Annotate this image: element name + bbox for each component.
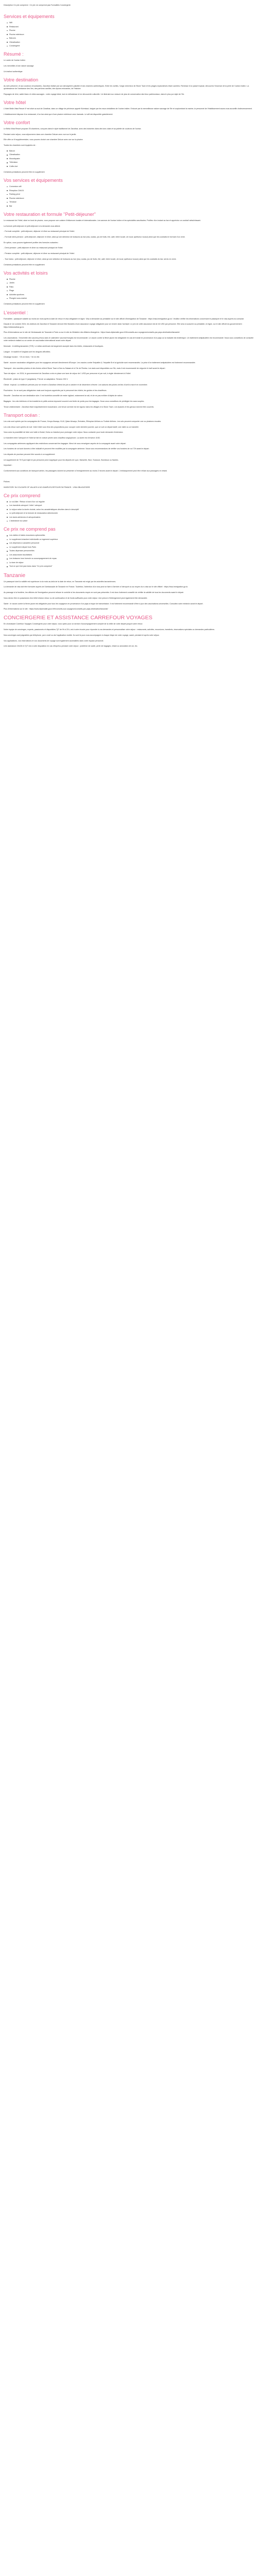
- confort-item: Moustiquaire: [7, 158, 256, 160]
- essentiel-paragraph: Climat : tropical. La meilleure période pour se rendre à Zanzibar s'étend de juin à octobre et de décembre à février. Les saisons des pluies ont lieu d'avril à mai et en novembre.: [4, 383, 148, 386]
- essentiel-paragraph: Bagages : les vols intérieurs et les transferts en petits avions imposent souvent une limite de poids pour les bagages. Nous vous conseillons de privilégier les sacs souples.: [4, 400, 144, 402]
- page: [0, 0, 258, 661]
- transport-paragraph: Un supplément de 70 € par trajet et par personne peut s'appliquer pour les départs de Lyon, Marseille, Nice, Toulouse, Bordeaux ou Nantes.: [4, 459, 119, 461]
- transport-paragraph: Vous avez la possibilité de faire une halte à Dubaï, Doha ou Istanbul pour prolonger votre séjour. Nous contacter pour toute demande d'extension.: [4, 431, 124, 434]
- essentiel-paragraph: Tenue vestimentaire : Zanzibar étant majoritairement musulmane, une tenue correcte est de rigueur dans les villages et à Stone Town. Les épaules et les genoux doivent être couverts.: [4, 405, 154, 408]
- service-item: Wifi: [7, 22, 256, 24]
- transport-paragraph: Les compagnies aériennes appliquent des restrictions concernant les bagages. Merci de vous renseigner auprès de la compagnie avant votre départ.: [4, 442, 126, 445]
- tanzanie-paragraph: Un passeport dont la validité est supérieure à six mois au-delà de la date de retour, en Tanzanie est exigé par les autorités tanzaniennes.: [4, 580, 116, 583]
- essentiel-paragraph: Transport : des navettes privées et des ferries relient Stone Town à Dar es-Salaam et à l'île de Pemba. Les taxis sont disponibles sur l'île, mais il est recommandé de négocier le tarif avant le départ.: [4, 367, 166, 369]
- transport-paragraph: Les départs de province peuvent être soumis à un supplément.: [4, 453, 56, 456]
- transport-block: [4, 420, 256, 473]
- hotel-paragraph: L'établissement dispose d'un restaurant, d'un bar ainsi que d'une piscine extérieure avec transats. Le wifi est disponible gratuitement.: [4, 113, 113, 115]
- restauration-paragraph: En option, vous pouvez également profiter des formules suivantes :: [4, 241, 59, 244]
- tanzanie-paragraph: La demande de visa doit être formulée auprès de l'Ambassade de Tanzanie en France. Toutefois, l'obtention d'un visa peut se faire à l'arrivée à l'aéroport ou au moyen du e-visa sur le site officiel : https://visa.immigration.go.tz.: [4, 586, 188, 588]
- ne-comprend-item: Le supplément chambre individuelle ou logement supérieur: [7, 538, 256, 541]
- service-rest-item: Connexion wifi: [7, 185, 256, 188]
- ce-prix-item: Le séjour selon la durée choisie, selon les caractéristiques décrites dans le descriptif: [7, 509, 256, 511]
- section-title-restauration: Votre restauration et formule "Petit-déjeuner": [4, 211, 96, 217]
- confort-paragraph: Le Bella Vista Resort propose 25 chambres, conçues dans le style traditionnel de Zanzibar, avec des boiseries dans des tons clairs et sa palette de couleurs de l'océan.: [4, 128, 141, 130]
- confort-item: Télévision: [7, 161, 256, 164]
- page-intro: Description Ce prix comprend : Ce prix ne comprend pas Formalités Conciergerie: [4, 4, 71, 6]
- ne-comprend-item: Le supplément départ hors Paris: [7, 546, 256, 549]
- ne-comprend-item: La taxe de séjour: [7, 562, 256, 564]
- destination-paragraph: Paysages de rêve, sable blanc et côtes sauvages : votre voyage idéal, tout en délicatesse et en découverte culturelle. Un itinéraire sur-mesure de plus de conservation des lieux patrimoniaux, dans le plus pur style de l'île.: [4, 93, 185, 95]
- conciergerie-paragraph: Vos applications, vos réservations et vos documents de voyage sont également accessibles dans votre espace personnel.: [4, 639, 104, 642]
- restauration-block: [4, 219, 256, 266]
- service-rest-item: Parking privé: [7, 193, 256, 196]
- essentiel-paragraph: Les vaccinations : l'ensemble des vaccins prévus dans le calendrier vaccinal français est recommandé. Le vaccin contre la fièvre jaune est obligatoire en cas de transit en provenance d'un pays où la maladie est endémique. Un traitement antipaludéen est recommandé. Nous vous conseillons de consulter votre médecin traitant ou un centre de vaccination international avant votre départ.: [4, 337, 254, 342]
- transport-paragraph: Le transfert entre l'aéroport et l'hôtel se fait en voiture privée avec chauffeur anglophone. La durée est d'environ 1h30.: [4, 436, 101, 439]
- essentiel-paragraph: Depuis le 1er octobre 2024, les visiteurs de Zanzibar et Tanzanie devront être titulaires d'une assurance voyage obligatoire pour se rendre dans l'archipel. Le prix de cette assurance est de 44 USD par personne. Elle sera à souscrire au préalable, en ligne, sur le site officiel du gouvernement : https://visitzanzibar.go.tz.: [4, 323, 243, 328]
- activite-item: Activités sportives: [7, 294, 256, 296]
- restauration-paragraph: - Formule demi-pension : petit-déjeuner, déjeuner et dîner, ainsi qu'une sélection de boissons au bar (eau, sodas, jus de fruits, thé, café, bière locale, vin local, spiritueux locaux) ainsi que les cocktails en formule d'un verre.: [4, 236, 186, 239]
- essentiel-paragraph: Plus d'informations sur le site de l'Ambassade de Tanzanie à Paris ou sur le site du Ministère des Affaires étrangères : https://www.diplomatie.gouv.fr/fr/conseils-aux-voyageurs/conseils-par-pays-destination/tanzanie/.: [4, 331, 181, 334]
- service-rest-item: Piscine extérieure: [7, 197, 256, 200]
- confort-list: [4, 150, 256, 168]
- hotel-paragraph: L'hôtel Bella Vista Resort 4* est situé au sud de Zanzibar, dans un village de pêcheurs appelé Kizimkazi, baigné par les eaux cristallines de l'océan Indien. Entouré par la merveilleuse nature sauvage de l'île et surplombant la marine, le personnel de l'établissement saura vous accueillir chaleureusement.: [4, 108, 252, 110]
- service-item: Piscine: [7, 29, 256, 32]
- ne-comprend-item: Les visites et loisirs excursions optionnelles: [7, 534, 256, 537]
- section-title-tanzanie: Tanzanie: [4, 572, 26, 579]
- conciergerie-paragraph: Nos concierges sont joignables par téléphone, par e-mail ou via l'application mobile. Ils sont là pour vous accompagner à chaque étape de votre voyage, avant, pendant et après votre séjour.: [4, 634, 159, 636]
- service-item: Restaurant: [7, 26, 256, 28]
- ne-comprend-item: Tout ce qui n'est pas inclus dans "Ce prix comprend": [7, 565, 256, 568]
- service-item: Conciergerie: [7, 45, 256, 47]
- restauration-paragraph: - Demi-pension : petit-déjeuner et dîner au restaurant principal de l'hôtel.: [4, 247, 63, 249]
- transport-paragraph: Conformément aux conditions de transport aérien, les passagers doivent se présenter à l'enregistrement au moins 3 heures avant le départ. L'embarquement peut être refusé aux passagers en retard.: [4, 470, 168, 472]
- restauration-paragraph: Le restaurant de l'hôtel, situé en bord de piscine, vous propose une cuisine d'influences locales et internationales. Les saveurs de l'océan Indien et les spécialités zanzibaries. Profitez d'un instant au bar et appréciez un cocktail rafraîchissant.: [4, 219, 201, 222]
- section-title-confort: Votre confort: [4, 120, 30, 126]
- essentiel-paragraph: Sécurité : Zanzibar est une destination sûre. Il est toutefois conseillé de rester vigilant, notamment la nuit, et de ne pas exhiber d'objets de valeur.: [4, 395, 123, 397]
- essentiel-paragraph: Décalage horaire : +2h en hiver, +1h en été.: [4, 356, 40, 359]
- resume-block: [4, 59, 256, 73]
- essentiel-block: [4, 318, 256, 409]
- conciergerie-paragraph: Une assistance 24h/24 et 7j/7 est à votre disposition en cas d'imprévu pendant votre séjour : problème de santé, perte de bagages, retard ou annulation de vol, etc.: [4, 645, 138, 648]
- ne-comprend-item: Les dépenses à caractère personnel: [7, 542, 256, 545]
- restauration-paragraph: Certaines prestations peuvent être en supplément: [4, 263, 45, 266]
- restauration-paragraph: - Formule complète : petit-déjeuner, déjeuner et dîner au restaurant principal de l'hôtel.: [4, 230, 75, 233]
- transport-paragraph: Les horaires de vol sont donnés à titre indicatif et peuvent être modifiés par la compagnie aérienne. Nous vous recommandons de vérifier vos horaires de vol 72h avant le départ.: [4, 448, 150, 450]
- essentiel-paragraph: Pourboires : ils ne sont pas obligatoires mais sont toujours appréciés par le personnel des hôtels, les guides et les chauffeurs.: [4, 389, 107, 392]
- tanzanie-paragraph: Vous devez être en possession d'un billet d'avion retour ou de continuation et de fonds suffisants pour votre séjour. Une preuve d'hébergement peut également être demandée.: [4, 597, 148, 599]
- transport-paragraph: Important :: [4, 464, 13, 467]
- conciergerie-block: [4, 623, 256, 648]
- activite-item: Piscine: [7, 278, 256, 281]
- confort-item: Balcon: [7, 150, 256, 152]
- hotel-block: [4, 108, 256, 116]
- services-list: [4, 22, 256, 47]
- essentiel-paragraph: Taxe de séjour : en 2024, le gouvernement de Zanzibar a mis en place une taxe de séjour de 1 USD par personne et par nuit, à régler directement à l'hôtel.: [4, 372, 131, 375]
- activite-item: Plongée sous-marine: [7, 297, 256, 300]
- transport-paragraph: Les vols sont opérés par les compagnies Air France, Kenya Airways, KLM, Qatar Airways, Emirates, Ethiopian Airlines ou Turkish Airlines. Les vols peuvent comporter une ou plusieurs escales.: [4, 420, 162, 422]
- activite-item: Jardin: [7, 282, 256, 284]
- ce-prix-item: Le vol Aller / Retour à bord d'un vol régulier: [7, 501, 256, 503]
- section-title-destination: Votre destination: [4, 77, 39, 83]
- restauration-paragraph: - Pension complète : petit-déjeuner, déjeuner et dîner au restaurant principal de l'hôtel.: [4, 252, 75, 255]
- ce-prix-item: Le petit-déjeuner et la formule de restauration sélectionnée: [7, 512, 256, 515]
- destination-block: [4, 85, 256, 96]
- ne-comprend-item: Les boissons hors formule ou accompagnement de repas: [7, 557, 256, 560]
- service-rest-item: Réception 24h/24: [7, 190, 256, 192]
- section-title-essentiel: L'essentiel :: [4, 310, 28, 315]
- essentiel-paragraph: Formalités : passeport valable au moins six mois après la date de retour et visa obligatoire en ligne. Visa à demander au préalable sur le site officiel d'immigration de Tanzanie : https://visa.immigration.go.tz/. Veuillez vérifier les informations concernant le passeport et le visa auprès du consulat.: [4, 317, 244, 320]
- section-title-hotel: Votre hôtel: [4, 100, 26, 106]
- restauration-paragraph: La formule petit-déjeuner et petit-déjeuner à la demande vous attend.: [4, 225, 61, 227]
- activite-item: Plage: [7, 290, 256, 292]
- section-title-services: Services et équipements: [4, 14, 55, 20]
- essentiel-paragraph: Langue : le swahili et l'anglais sont les langues officielles.: [4, 350, 51, 353]
- essentiel-paragraph: Électricité : prises de type G (anglaises). Prévoir un adaptateur. Tension 230 V.: [4, 378, 69, 381]
- service-item: Piscine extérieure: [7, 33, 256, 36]
- confort-note: Certaines prestations peuvent être en supplément: [4, 171, 45, 174]
- polices-line-2: INVENTORY IN COLOURS OF VALUES & NO-SAMPLES-RETOUR EN FRANCE - VISA OBLIGATOIRE: [4, 486, 90, 488]
- confort-block: [4, 128, 256, 142]
- destination-paragraph: Au sein préservé, et aux couleurs envoûtantes, Zanzibar réalisé par son atmosphère paisible et ses charmes authentiques. Entre les ruelles, l'ange chercheur de Stone Town et les plages exploratrices étant cachées. Richesse d'un passé tropical, découvrez l'essence de la perle de l'océan Indien. La quintessence de l'ambiance des îles, des parfums vanillés, des épices enivrantes, de l'histoire.: [4, 85, 249, 90]
- section-title-services-rest: Vos services et équipements: [4, 178, 63, 183]
- section-title-transport: Transport océan :: [4, 412, 40, 418]
- section-title-ce-prix: Ce prix comprend: [4, 493, 41, 498]
- activite-item: Patio: [7, 286, 256, 289]
- service-rest-item: Terrasse: [7, 201, 256, 204]
- confort-paragraph: Elle offre un lit supplémentaire, vous pouvez choisir une chambre Deluxe avec vue sur la piscine.: [4, 139, 84, 141]
- ne-comprend-item: Les assurances facultatives: [7, 554, 256, 556]
- services-rest-list: [4, 185, 256, 208]
- tanzanie-block: [4, 581, 256, 611]
- activites-list: [4, 278, 256, 300]
- confort-paragraph: Pendant votre séjour, vous séjournerez dans une chambre Deluxe avec vue sur le jardin.: [4, 133, 77, 135]
- service-rest-item: Bar: [7, 205, 256, 208]
- conciergerie-paragraph: Notre équipe de concierges, experts, passionnés et disponibles 7j/7 de 9h à 21h, est à votre écoute pour répondre à vos demandes et personnaliser votre séjour : restaurants, activités, excursions, transferts, réservations spéciales ou demandes particulières.: [4, 629, 215, 631]
- confort-item: Coffre-fort: [7, 165, 256, 168]
- section-title-activites: Vos activités et loisirs: [4, 270, 48, 276]
- ce-prix-list: [4, 501, 256, 523]
- resume-line: Les merveilles d'une nature sauvage: [4, 65, 34, 67]
- ne-comprend-item: Toutes dépenses personnelles: [7, 550, 256, 552]
- activites-note: Certaines prestations peuvent être en supplément: [4, 303, 45, 306]
- conciergerie-paragraph: En choisissant Carrefour Voyages Conciergerie pour votre séjour, vous optez pour un service d'accompagnement complet de la veille de votre départ jusqu'à votre retour.: [4, 623, 143, 625]
- polices-line-1: Polices: [4, 480, 10, 483]
- ce-prix-item: Les transferts aéroport / hôtel / aéroport: [7, 504, 256, 507]
- service-item: Climatisation: [7, 41, 256, 44]
- tanzanie-paragraph: Plus d'informations sur le site : https://www.diplomatie.gouv.fr/fr/conseils-aux-voyageurs/conseils-par-pays-destination/tanzanie/: [4, 608, 108, 611]
- ce-prix-item: Les taxes aériennes et aéroportuaires: [7, 516, 256, 519]
- resume-line: Le cadre de l'océan Indien: [4, 59, 26, 62]
- essentiel-paragraph: Santé : aucune vaccination obligatoire pour les voyageurs arrivant directement d'Europe. Les vaccins contre l'hépatite A, l'hépatite B et la typhoïde sont recommandés. La prise d'un traitement antipaludéen est fortement recommandée.: [4, 362, 196, 364]
- confort-list-intro: Toutes les chambres sont équipées de :: [4, 144, 37, 147]
- section-title-resume: Résumé :: [4, 52, 24, 57]
- tanzanie-paragraph: Santé : le vaccin contre la fièvre jaune est obligatoire pour tous les voyageurs en provenance d'un pays à risque de transmission. Il est fortement recommandé d'être à jour des vaccinations universelles. Consultez votre médecin avant le départ.: [4, 602, 203, 605]
- resume-line: Un instinct authentique: [4, 70, 23, 73]
- section-title-conciergerie: CONCIERGERIE ET ASSISTANCE CARREFOUR VOYAGES: [4, 615, 153, 621]
- essentiel-paragraph: Monnaie : le shilling tanzanien (TZS). Le dollar américain est largement accepté dans les hôtels, restaurants et boutiques.: [4, 345, 104, 347]
- ce-prix-item: L'assistance sur place: [7, 520, 256, 522]
- tanzanie-paragraph: Au passage à la frontière, les officiers de l'immigration peuvent refuser le contrôle si les documents requis ne sont pas présentés. Il est donc fortement conseillé de vérifier la validité de tous les documents avant le départ.: [4, 591, 184, 594]
- transport-paragraph: Les vols retour sont opérés de nuit. Votre hôtel vous fera des propositions pour occuper votre dernière journée, que ce soit un départ tardif, une visite ou un transfert.: [4, 426, 139, 428]
- section-title-ne-comprend: Ce prix ne comprend pas: [4, 527, 56, 532]
- ne-comprend-list: [4, 534, 256, 568]
- service-item: Balcons: [7, 37, 256, 40]
- restauration-paragraph: - Tout inclus : petit-déjeuner, déjeuner et dîner, ainsi qu'une sélection de boissons au bar (eau, sodas, jus de fruits, thé, café, bière locale, vin local, spiritueux locaux) ainsi que les cocktails du bar, servis en verre.: [4, 258, 177, 260]
- confort-item: Climatisation: [7, 154, 256, 156]
